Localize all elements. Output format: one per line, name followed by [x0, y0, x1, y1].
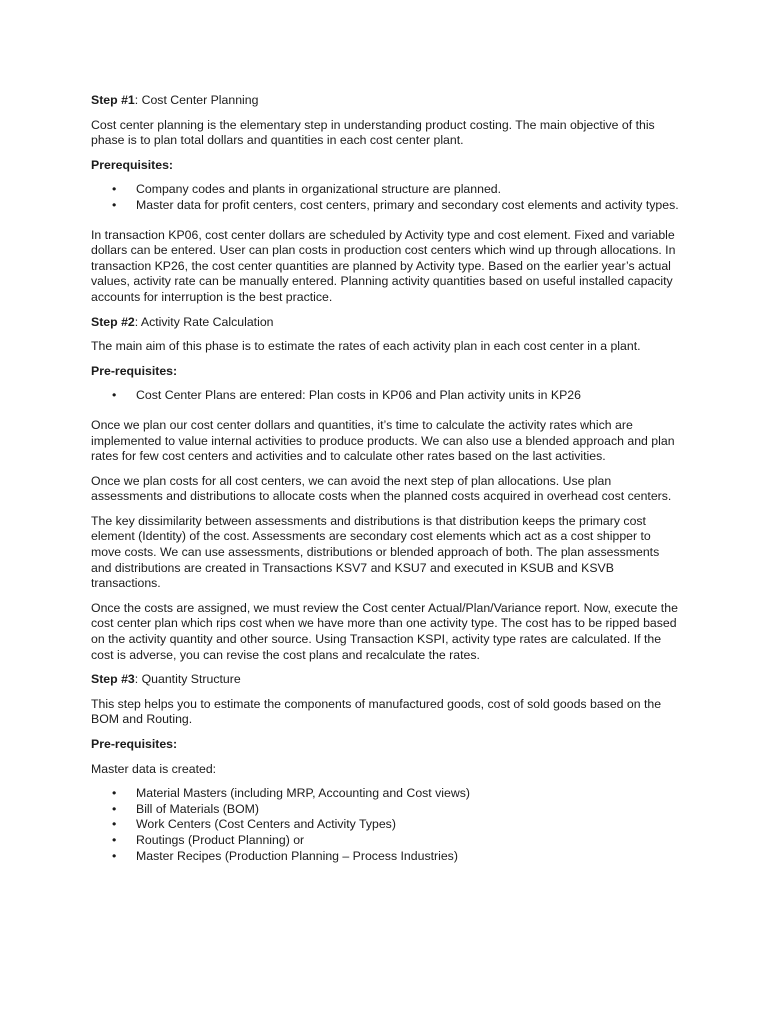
list-item-text: Material Masters (including MRP, Accounting and Cost views) [136, 786, 470, 801]
list-item [91, 833, 681, 849]
step2-intro: The main aim of this phase is to estimate the rates of each activity plan in each cost center in a plant. [91, 339, 641, 354]
bullet-icon: • [112, 801, 117, 816]
step3-label: Step #3 [91, 672, 135, 687]
list-item-text: Work Centers (Cost Centers and Activity Types) [136, 817, 396, 832]
list-item [91, 198, 681, 214]
list-item [91, 817, 681, 833]
bullet-icon: • [112, 832, 117, 847]
list-item-text: Master data for profit centers, cost centers, primary and secondary cost elements and activity types. [136, 197, 679, 212]
step1-label: Step #1 [91, 93, 135, 107]
step2-title: : Activity Rate Calculation [134, 314, 274, 329]
step2-label: Step #2 [91, 314, 135, 329]
step1-heading [91, 93, 681, 109]
step2-prereq-list [91, 388, 681, 404]
step1-prereq-list [91, 182, 681, 213]
bullet-icon: • [112, 182, 117, 197]
list-item-text: Company codes and plants in organizational structure are planned. [136, 182, 502, 197]
step2-heading [91, 315, 681, 331]
list-item-text: Cost Center Plans are entered: Plan costs in KP06 and Plan activity units in KP26 [136, 388, 581, 403]
step3-prereq-heading [91, 737, 681, 753]
step2-paragraph-3: The key dissimilarity between assessments and distributions is that distribution keeps the primary cost element (Identity) of the cost. Assessments are secondary cost elements which act as a cost shipper to move costs. We can use assessments, distributions or blended approach of both. The plan assessments and distributions are created in Transactions KSV7 and KSU7 and executed in KSUB and KSVB transactions. [91, 513, 660, 591]
step3-intro: This step helps you to estimate the components of manufactured goods, cost of sold goods based on the BOM and Routing. [91, 696, 662, 727]
step3-prereq-heading-text: Pre-requisites: [91, 737, 178, 751]
step3-prereq-list [91, 786, 681, 864]
bullet-icon: • [112, 817, 117, 832]
list-item-text: Routings (Product Planning) or [136, 832, 305, 847]
step1-paragraph: In transaction KP06, cost center dollars are scheduled by Activity type and cost element. Fixed and variable dollars can be entered. User can plan costs in production cost centers which wind up through allocations. In transaction KP26, the cost center quantities are planned by Activity type. Based on the earlier year’s actual values, activity rate can be manually entered. Planning activity quantities based on useful installed capacity accounts for interruption is the best practice. [91, 227, 676, 304]
list-item [91, 388, 681, 404]
step2-paragraph-1: Once we plan our cost center dollars and quantities, it’s time to calculate the activity rates which are implemented to value internal activities to produce products. We can also use a blended approach and plan rates for few cost centers and activities and to calculate other rates based on the last activities. [91, 417, 675, 464]
bullet-icon: • [112, 848, 117, 863]
bullet-icon: • [112, 197, 117, 212]
step2-paragraph-2: Once we plan costs for all cost centers, we can avoid the next step of plan allocations. Use plan assessments and distributions to allocate costs when the planned costs acquired in overhead cost centers. [91, 473, 672, 504]
list-item [91, 849, 681, 865]
list-item [91, 786, 681, 802]
bullet-icon: • [112, 786, 117, 801]
document-body [91, 93, 681, 878]
list-item [91, 802, 681, 818]
list-item-text: Master Recipes (Production Planning – Process Industries) [136, 848, 458, 863]
step1-prereq-heading: Prerequisites: [91, 157, 174, 172]
step3-heading [91, 672, 681, 688]
step2-prereq-heading: Pre-requisites: [91, 363, 178, 378]
step1-intro: Cost center planning is the elementary step in understanding product costing. The main objective of this phase is to plan total dollars and quantities in each cost center plant. [91, 117, 655, 148]
step1-title: : Cost Center Planning [134, 93, 259, 107]
list-item [91, 182, 681, 198]
step3-title: : Quantity Structure [134, 672, 241, 687]
list-item-text: Bill of Materials (BOM) [136, 801, 259, 816]
bullet-icon: • [112, 388, 117, 403]
step2-paragraph-4: Once the costs are assigned, we must review the Cost center Actual/Plan/Variance report. Now, execute the cost center plan which rips cost when we have more than one activity type. The cost has to be ripped based on the activity quantity and other source. Using Transaction KSPI, activity type rates are calculated. If the cost is adverse, you can revise the cost plans and recalculate the rates. [91, 600, 678, 662]
step3-master-data-line: Master data is created: [91, 761, 217, 776]
